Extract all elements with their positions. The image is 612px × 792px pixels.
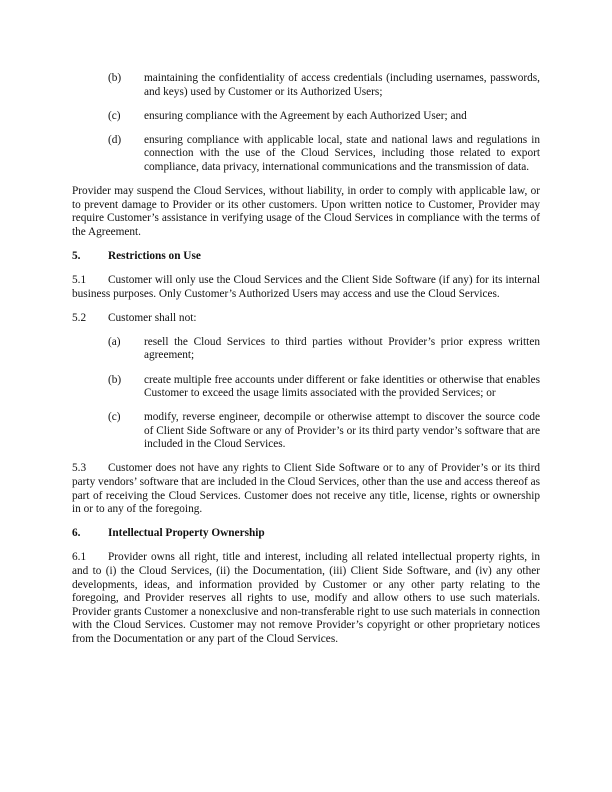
document-body xyxy=(72,72,540,657)
section-title: Restrictions on Use xyxy=(108,249,201,262)
list-item xyxy=(72,134,540,175)
clause-text: Customer shall not: xyxy=(108,311,197,324)
list-item-label: (d) xyxy=(108,133,122,146)
section-5-heading xyxy=(72,250,540,264)
list-item-label: (b) xyxy=(108,373,122,386)
clause-number: 5.1 xyxy=(72,274,87,287)
clause-number: 6.1 xyxy=(72,551,87,564)
list-item xyxy=(72,336,540,363)
list-item xyxy=(72,72,540,99)
clause-5-1 xyxy=(72,274,540,301)
list-item xyxy=(72,374,540,401)
clause-number: 5.3 xyxy=(72,462,87,475)
list-item xyxy=(72,411,540,452)
list-item-text: create multiple free accounts under different or fake identities or otherwise that enables Customer to exceed the usage limits associated with the provided Services; or xyxy=(144,373,540,400)
list-item-text: ensuring compliance with the Agreement by each Authorized User; and xyxy=(144,109,467,122)
section-6-heading xyxy=(72,527,540,541)
list-item-text: resell the Cloud Services to third parties without Provider’s prior express written agreement; xyxy=(144,335,540,362)
clause-5-2 xyxy=(72,312,540,326)
list-item-label: (b) xyxy=(108,72,122,84)
list-item-text: maintaining the confidentiality of access credentials (including usernames, passwords, and keys) used by Customer or its Authorized Users; xyxy=(144,72,540,98)
list-item-text: ensuring compliance with applicable local, state and national laws and regulations in connection with the use of the Cloud Services, including those related to export compliance, data privacy, international communications and the transmission of data. xyxy=(144,133,540,173)
clause-6-1 xyxy=(72,551,540,646)
clause-5-3 xyxy=(72,462,540,516)
suspension-paragraph: Provider may suspend the Cloud Services, without liability, in order to comply with applicable law, or to prevent damage to Provider or its other customers. Upon written notice to Customer, Provider may require Customer’s assistance in verifying usage of the Cloud Services in compliance with the terms of the Agreement. xyxy=(72,185,540,238)
section-number: 6. xyxy=(72,527,81,540)
section-title: Intellectual Property Ownership xyxy=(108,527,265,540)
clause-text: Provider owns all right, title and interest, including all related intellectual property rights, in and to (i) the Cloud Services, (ii) the Documentation, (iii) Client Side Software, and (iv) any other developments, ideas, and information provided by Customer or any other party relating to the foregoing, and Provider reserves all rights to use, modify and allow others to use such materials. Provider grants Customer a nonexclusive and non-transferable right to use such materials in connection with the Cloud Services. Customer may not remove Provider’s copyright or other proprietary notices from the Documentation or any part of the Cloud Services. xyxy=(72,551,540,645)
list-item-label: (a) xyxy=(108,335,121,348)
clause-text: Customer does not have any rights to Client Side Software or to any of Provider’s or its third party vendors’ software that are included in the Cloud Services, other than the use and access thereof as part of receiving the Cloud Services. Customer does not receive any title, license, rights or ownership in or to any of the foregoing. xyxy=(72,462,540,516)
list-item-label: (c) xyxy=(108,109,121,122)
clause-text: Customer will only use the Cloud Services and the Client Side Software (if any) for its internal business purposes. Only Customer’s Authorized Users may access and use the Cloud Services. xyxy=(72,274,540,300)
clause-number: 5.2 xyxy=(72,311,87,324)
list-item-text: modify, reverse engineer, decompile or otherwise attempt to discover the source code of Client Side Software or any of Provider’s or its third party vendor’s software that are included in the Cloud Services. xyxy=(144,411,540,451)
list-item xyxy=(72,110,540,124)
section-number: 5. xyxy=(72,249,81,262)
list-item-label: (c) xyxy=(108,411,121,424)
